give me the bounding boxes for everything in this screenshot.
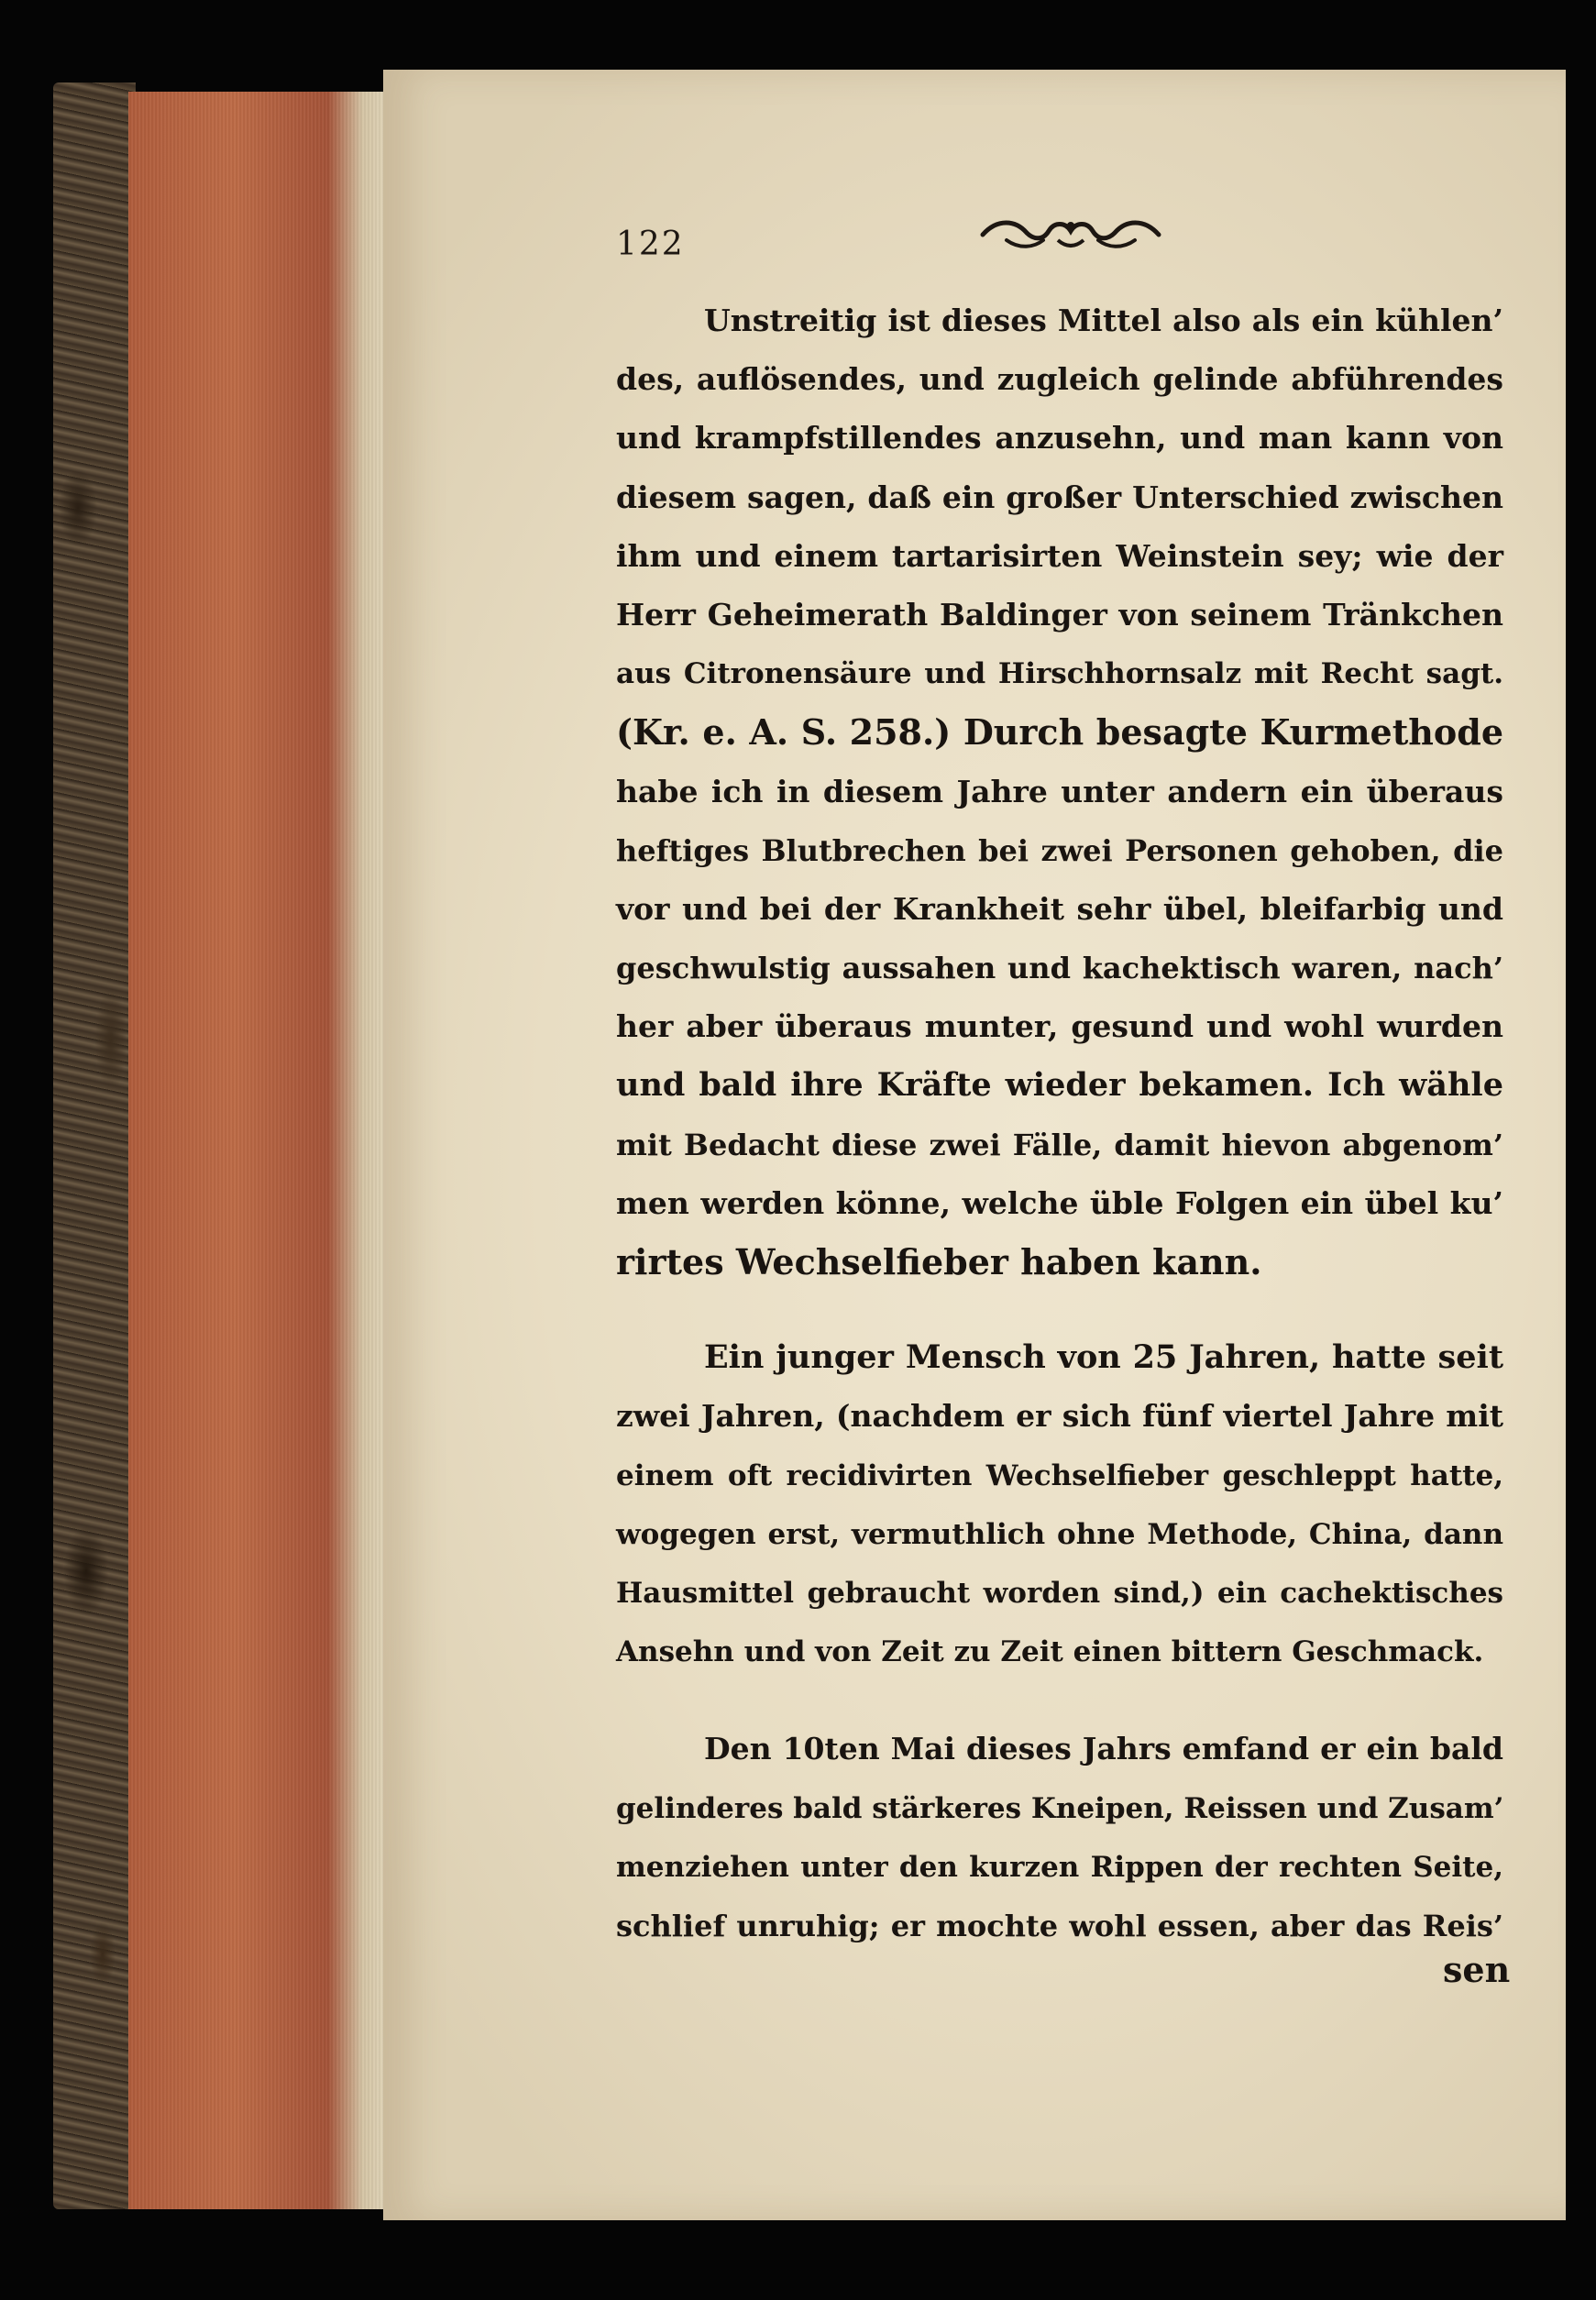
text-line: und bald ihre Kräfte wieder bekamen. Ich wähle	[616, 1066, 1503, 1105]
page-number: 122	[616, 226, 685, 263]
text-line: heftiges Blutbrechen bei zwei Personen gehoben, die	[616, 832, 1503, 868]
text-line: Den 10ten Mai dieses Jahrs emfand er ein bald	[704, 1731, 1503, 1767]
text-line: Ansehn und von Zeit zu Zeit einen bittern Geschmack.	[616, 1635, 1484, 1669]
body-text	[616, 292, 1503, 1955]
text-line: Hausmittel gebraucht worden sind,) ein cachektisches	[616, 1576, 1503, 1610]
text-line: (Kr. e. A. S. 258.) Durch besagte Kurmethode	[616, 711, 1503, 754]
text-line: aus Citronensäure und Hirschhornsalz mit Recht sagt.	[616, 657, 1503, 691]
text-line: und krampfstillendes anzusehn, und man kann von	[616, 420, 1503, 457]
catchword: sen	[1443, 1949, 1511, 1990]
text-line: men werden könne, welche üble Folgen ein übel ku’	[616, 1184, 1503, 1221]
page-block-edges	[128, 92, 394, 2209]
text-line: gelinderes bald stärkeres Kneipen, Reissen und Zusam’	[616, 1791, 1504, 1825]
text-line: vor und bei der Krankheit sehr übel, bleifarbig und	[616, 890, 1503, 927]
header-ornament-icon	[979, 213, 1162, 253]
text-line: diesem sagen, daß ein großer Unterschied zwischen	[616, 479, 1503, 515]
text-line: habe ich in diesem Jahre unter andern ein überaus	[616, 773, 1503, 809]
text-line: ihm und einem tartarisirten Weinstein sey; wie der	[616, 537, 1503, 574]
text-line: geschwulstig aussahen und kachektisch waren, nach’	[616, 951, 1503, 986]
text-line: Herr Geheimerath Baldinger von seinem Tränkchen	[616, 596, 1503, 633]
text-line: des, auflösendes, und zugleich gelinde abführendes	[616, 361, 1503, 398]
paragraph	[616, 1720, 1503, 1955]
text-line: schlief unruhig; er mochte wohl essen, aber das Reis’	[616, 1908, 1503, 1943]
text-line: wogegen erst, vermuthlich ohne Methode, China, dann	[616, 1517, 1503, 1551]
text-line: mit Bedacht diese zwei Fälle, damit hievon abgenom’	[616, 1127, 1503, 1162]
text-line: menziehen unter den kurzen Rippen der rechten Seite,	[616, 1850, 1503, 1884]
text-line: zwei Jahren, (nachdem er sich fünf viertel Jahre mit	[616, 1398, 1503, 1435]
text-line: einem oft recidivirten Wechselfieber geschleppt hatte,	[616, 1458, 1503, 1492]
text-line: Unstreitig ist dieses Mittel also als ein kühlen’	[704, 303, 1503, 338]
book-cover	[53, 83, 136, 2209]
text-line: rirtes Wechselfieber haben kann.	[616, 1241, 1262, 1282]
text-line: her aber überaus munter, gesund und wohl wurden	[616, 1008, 1503, 1045]
paragraph	[616, 1328, 1503, 1681]
text-line: Ein junger Mensch von 25 Jahren, hatte seit	[704, 1338, 1503, 1377]
paragraph	[616, 292, 1503, 1292]
